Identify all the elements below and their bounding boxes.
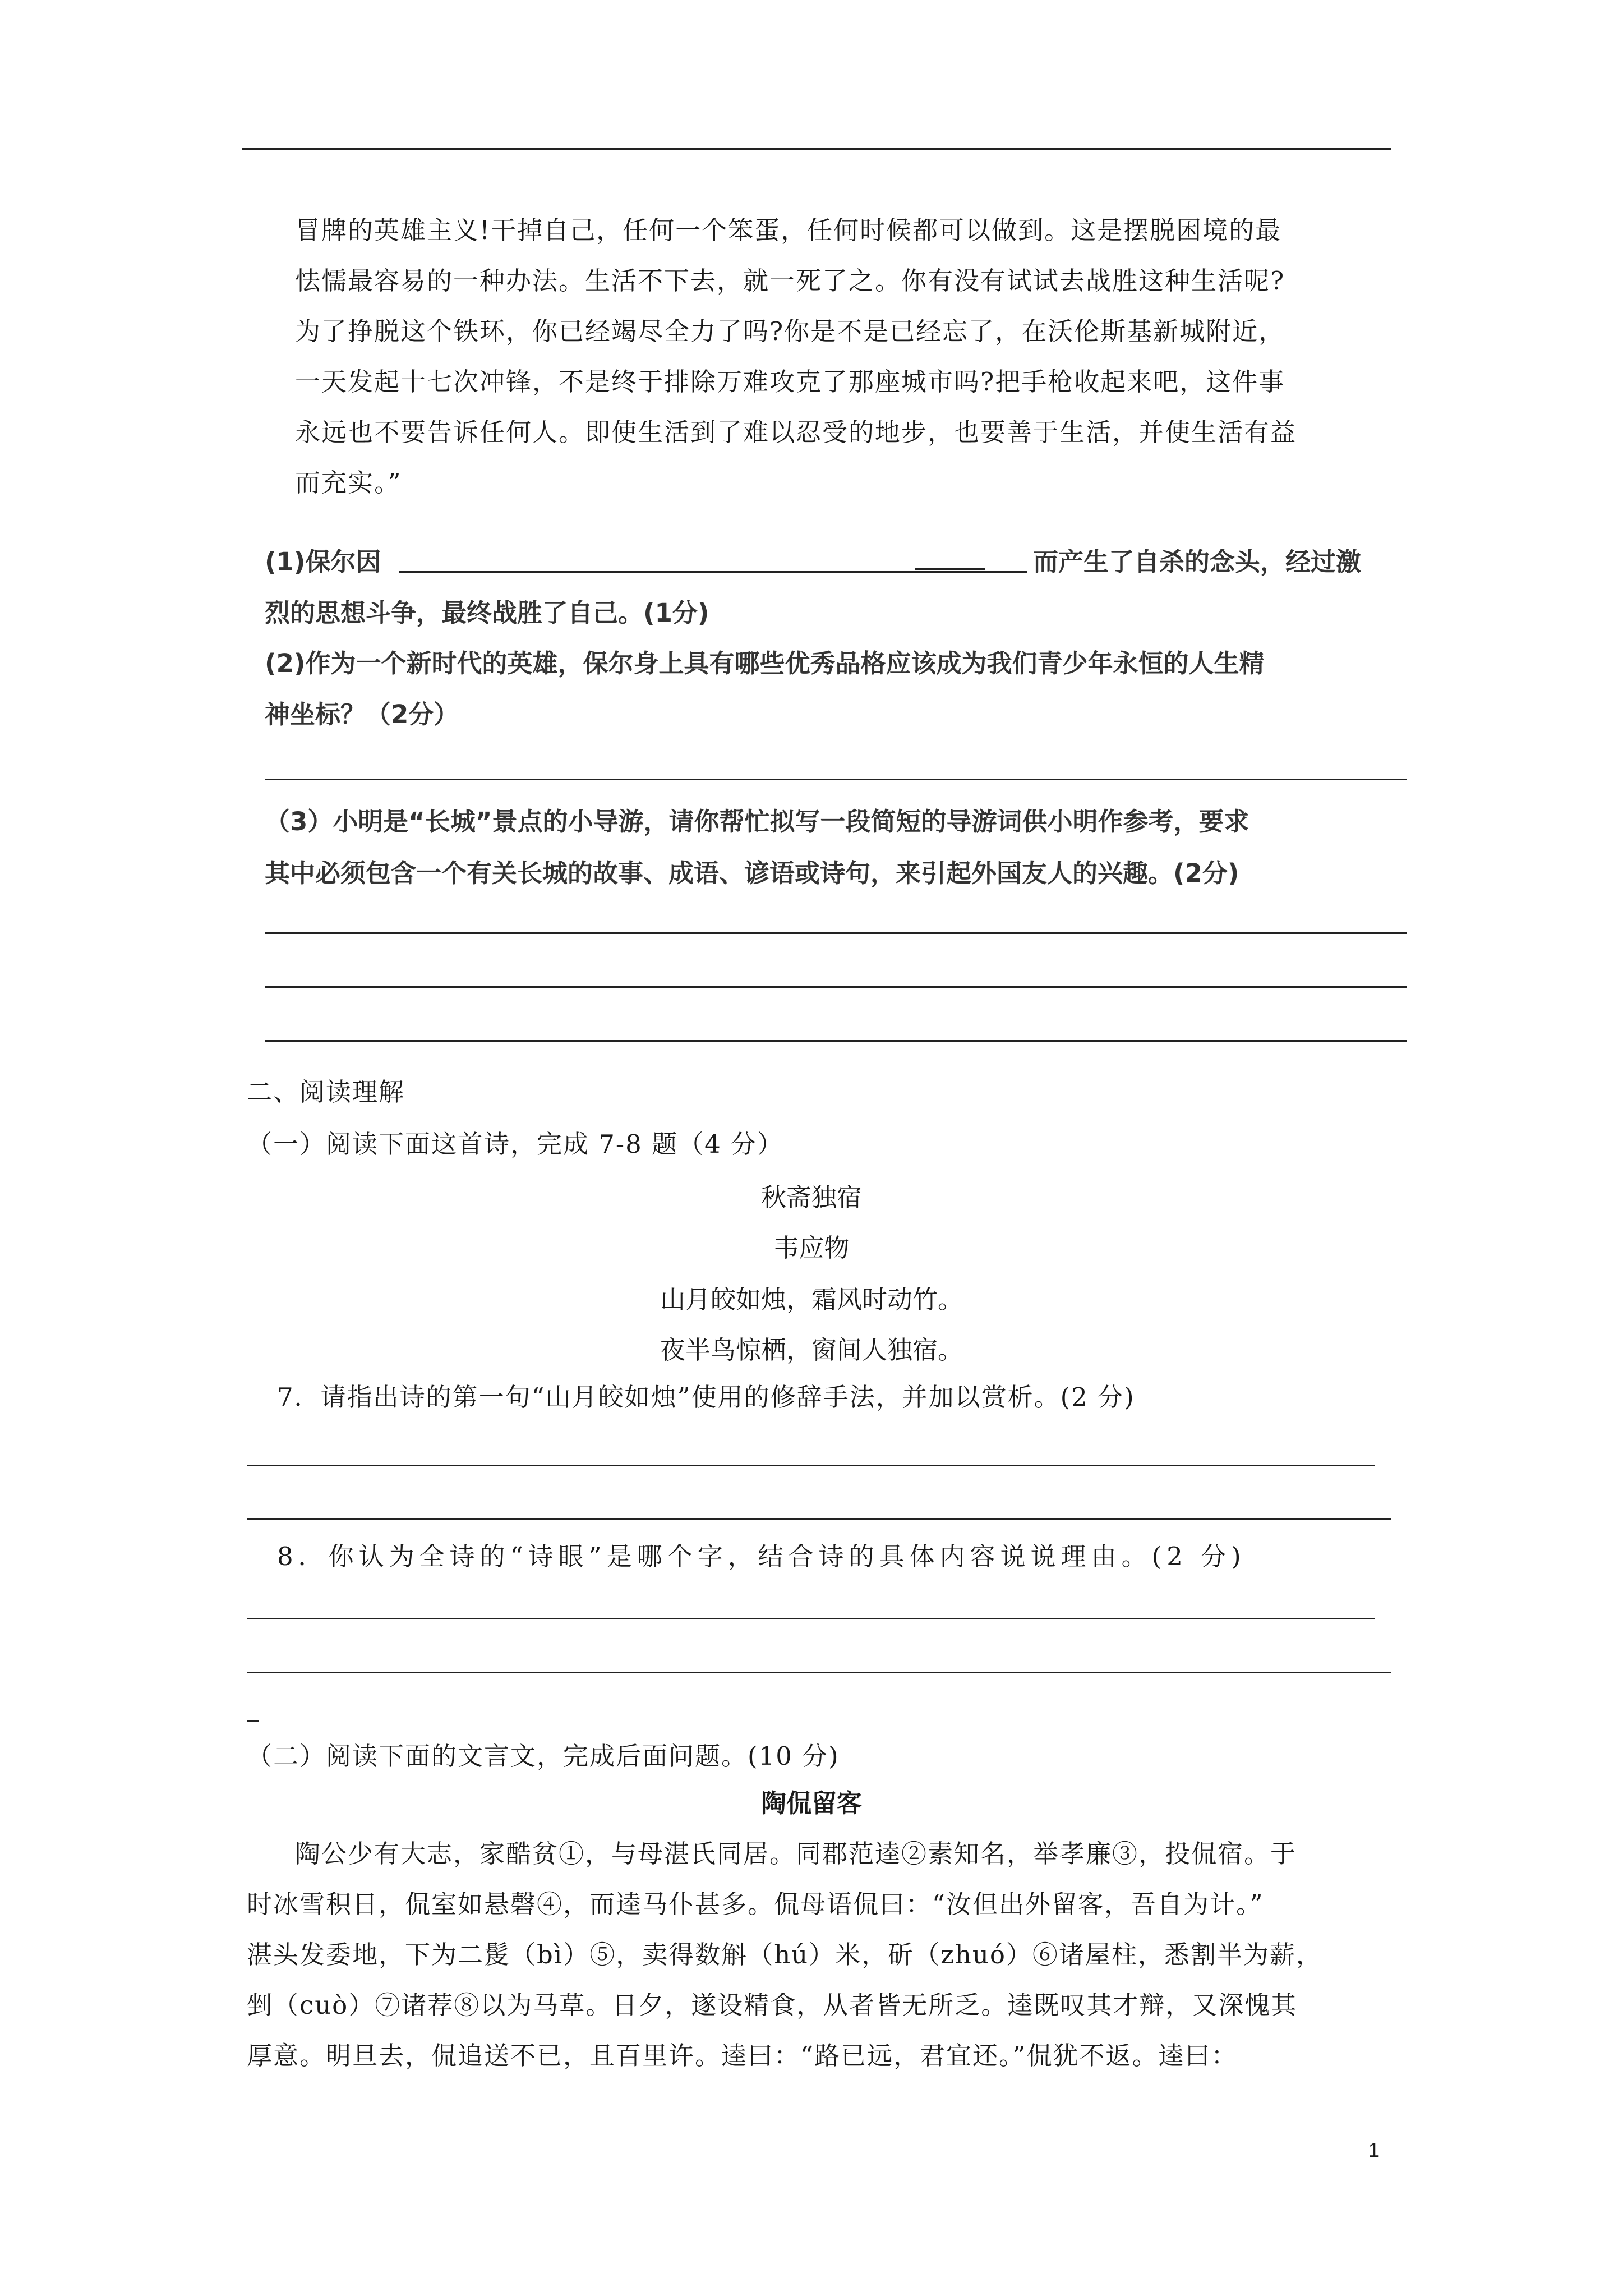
q7-answer-line-2[interactable]: [247, 1518, 1391, 1520]
question-7: 7．请指出诗的第一句“山月皎如烛”使用的修辞手法，并加以赏析。(2 分): [277, 1382, 1135, 1412]
passage-line: 一天发起十七次冲锋，不是终于排除万难攻克了那座城市吗?把手枪收起来吧，这件事: [295, 367, 1285, 397]
passage-line: 怯懦最容易的一种办法。生活不下去，就一死了之。你有没有试试去战胜这种生活呢?: [295, 266, 1285, 296]
classical-line: 湛头发委地，下为二髲（bì）⑤，卖得数斛（hú）米，斫（zhuó）⑥诸屋柱，悉割半为薪，: [247, 1940, 1322, 1970]
passage-line: 为了挣脱这个铁环，你已经竭尽全力了吗?你是不是已经忘了，在沃伦斯基新城附近，: [295, 316, 1285, 346]
poem-author: 韦应物: [773, 1233, 850, 1263]
classical-line: 剉（cuò）⑦诸荐⑧以为马草。日夕，遂设精食，从者皆无所乏。逵既叹其才辩，又深愧其: [247, 1990, 1298, 2020]
q2-line2: 神坐标？（2分）: [265, 700, 459, 729]
poem-line: 山月皎如烛，霜风时动竹。: [660, 1285, 963, 1314]
poem-title: 秋斋独宿: [760, 1182, 862, 1212]
q3-answer-line-3[interactable]: [265, 1040, 1407, 1042]
q2-answer-line[interactable]: [265, 779, 1407, 780]
header-rule: [242, 148, 1391, 150]
q1-answer-blank-bold: [915, 568, 985, 570]
passage-line: 冒牌的英雄主义!干掉自己，任何一个笨蛋，任何时候都可以做到。这是摆脱困境的最: [295, 215, 1282, 245]
q1-prefix: (1)保尔因: [265, 547, 381, 577]
classical-line: 时冰雪积日，侃室如悬磬④，而逵马仆甚多。侃母语侃曰：“汝但出外留客，吾自为计。”: [247, 1889, 1264, 1919]
part-1-instruction: （一）阅读下面这首诗，完成 7-8 题（4 分）: [247, 1129, 784, 1159]
q3-answer-line-2[interactable]: [265, 986, 1407, 988]
q3-line1: （3）小明是“长城”景点的小导游，请你帮忙拟写一段简短的导游词供小明作参考，要求: [265, 807, 1249, 836]
q8-answer-line-2[interactable]: [247, 1672, 1391, 1673]
classical-line: 陶公少有大志，家酷贫①，与母湛氏同居。同郡范逵②素知名，举孝廉③，投侃宿。于: [295, 1839, 1297, 1869]
question-8: 8．你认为全诗的“诗眼”是哪个字，结合诗的具体内容说说理由。(2 分): [277, 1542, 1246, 1571]
part-2-instruction: （二）阅读下面的文言文，完成后面问题。(10 分): [247, 1741, 840, 1771]
classical-line: 厚意。明旦去，侃追送不已，且百里许。逵曰：“路已远，君宜还。”侃犹不返。逵曰：: [247, 2041, 1238, 2070]
page-number: 1: [1368, 2138, 1380, 2161]
q3-line2: 其中必须包含一个有关长城的故事、成语、谚语或诗句，来引起外国友人的兴趣。(2分): [265, 858, 1239, 888]
passage-line: 而充实。”: [295, 468, 402, 498]
q8-answer-line-stub: [247, 1720, 259, 1722]
passage-line: 永远也不要告诉任何人。即使生活到了难以忍受的地步，也要善于生活，并使生活有益: [295, 417, 1297, 447]
q1-line2: 烈的思想斗争，最终战胜了自己。(1分): [265, 598, 709, 628]
q8-answer-line-1[interactable]: [247, 1618, 1375, 1619]
classical-title: 陶侃留客: [760, 1788, 862, 1818]
q3-answer-line-1[interactable]: [265, 932, 1407, 934]
poem-line: 夜半鸟惊栖，窗间人独宿。: [660, 1335, 963, 1365]
q7-answer-line-1[interactable]: [247, 1465, 1375, 1466]
q1-suffix: 而产生了自杀的念头，经过激: [1033, 547, 1362, 577]
q2-line1: (2)作为一个新时代的英雄，保尔身上具有哪些优秀品格应该成为我们青少年永恒的人生精: [265, 648, 1265, 678]
section-heading: 二、阅读理解: [247, 1077, 405, 1107]
q1-answer-blank[interactable]: [399, 571, 1027, 573]
